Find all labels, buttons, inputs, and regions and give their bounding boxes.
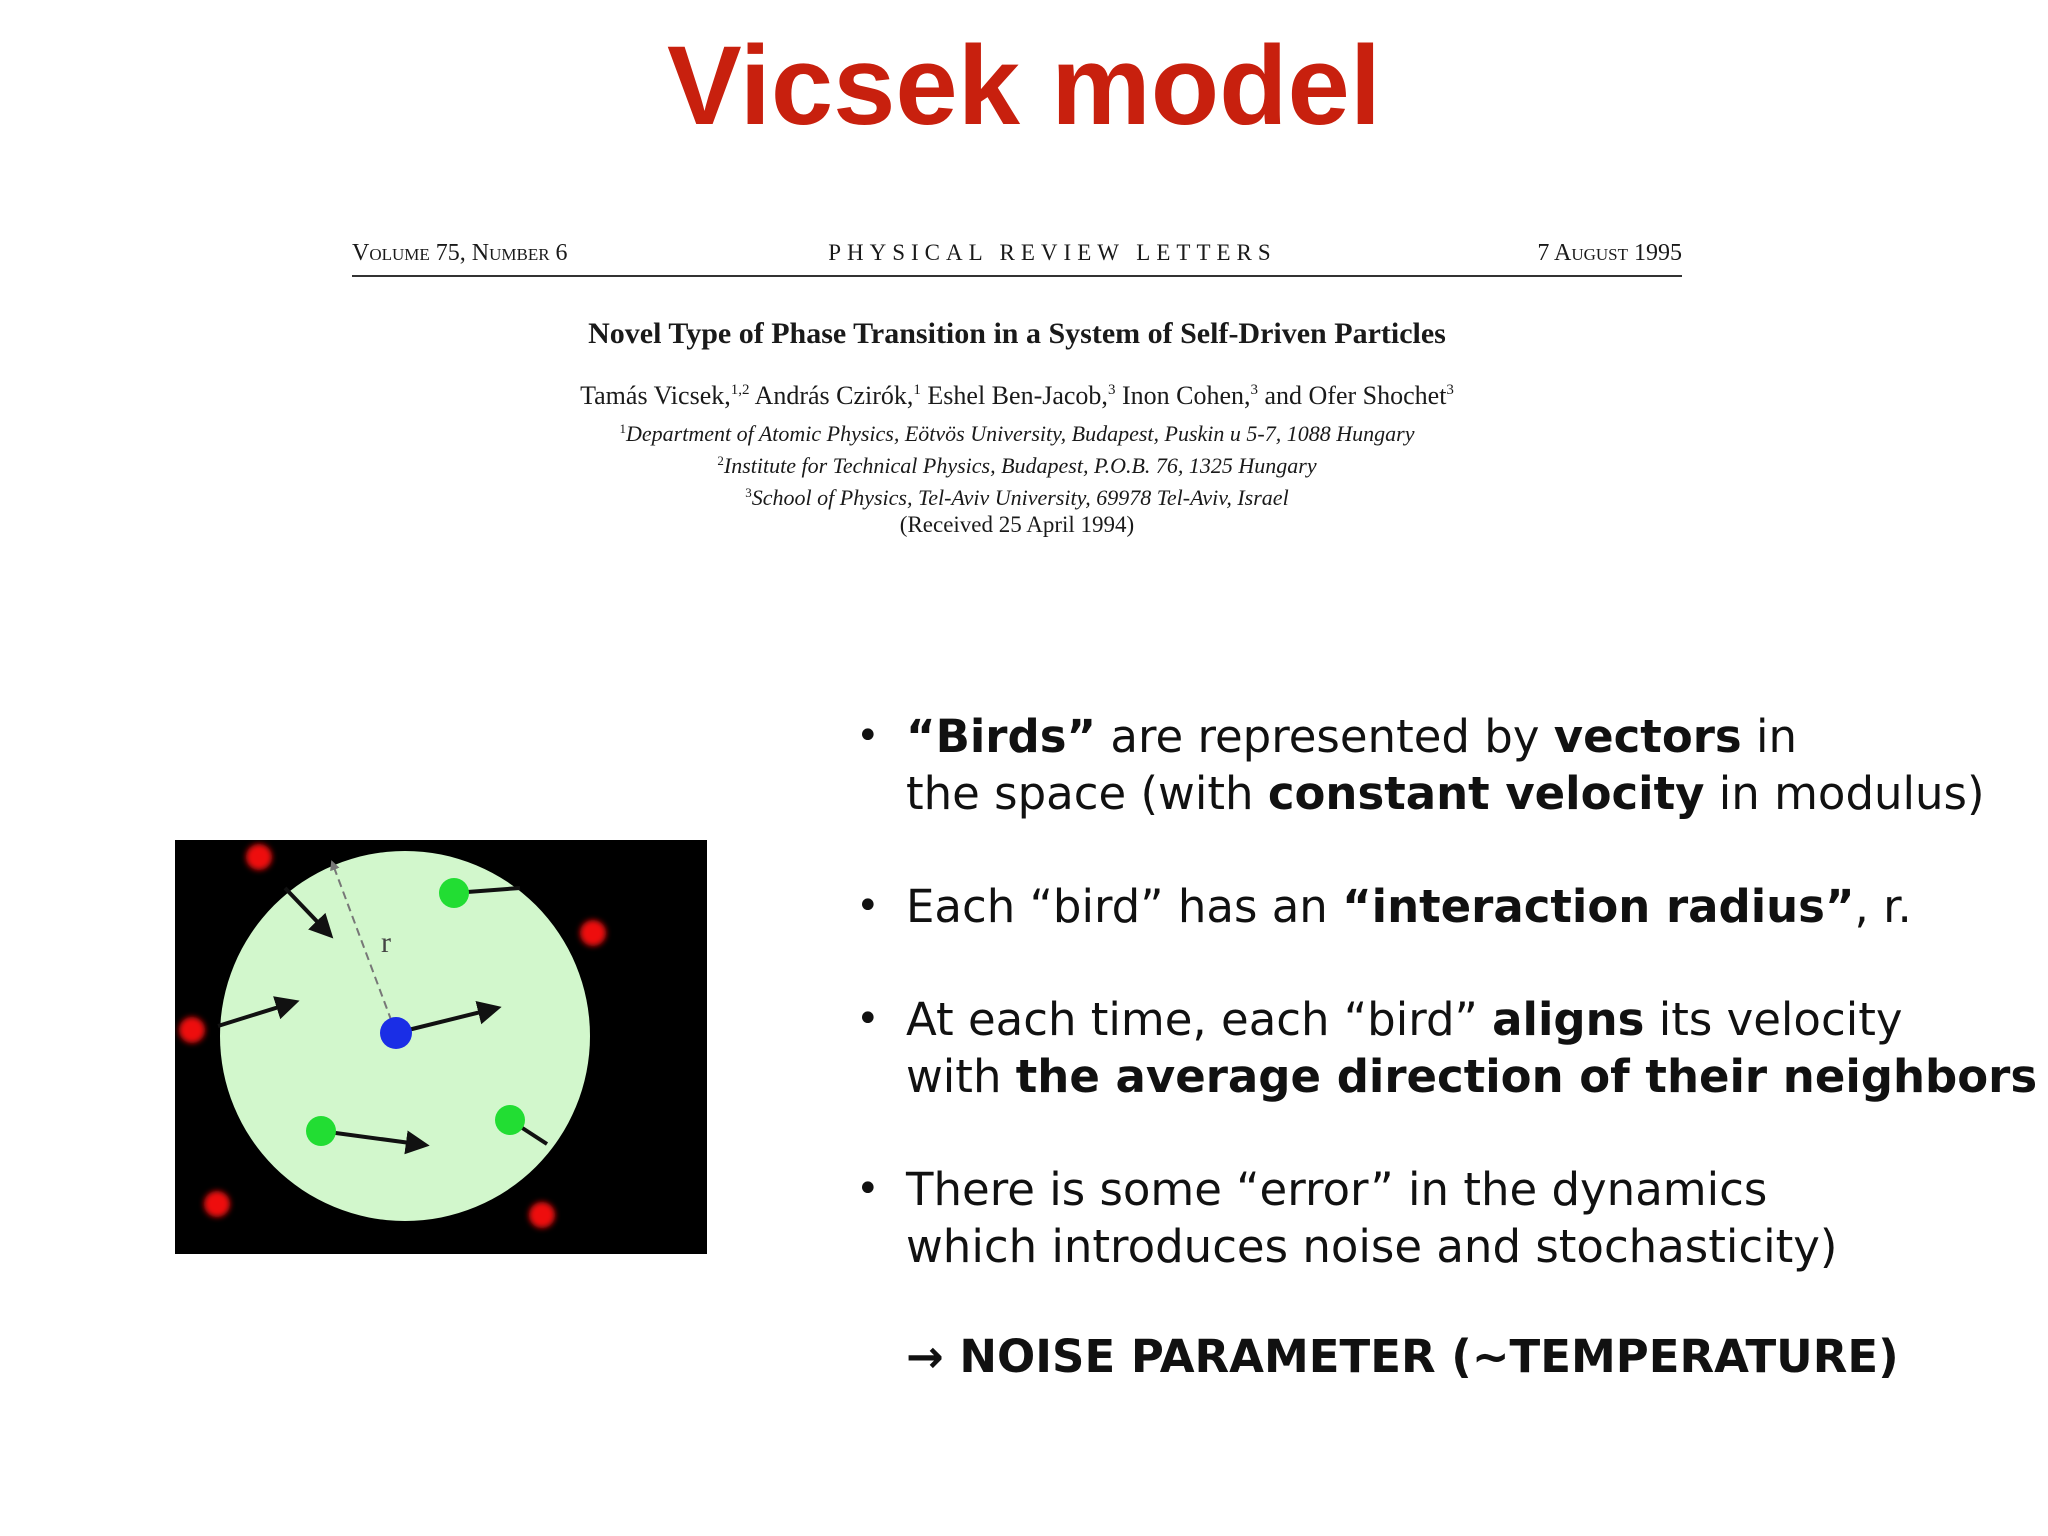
journal-name: PHYSICAL REVIEW LETTERS — [828, 240, 1277, 265]
bullet-text: There is some “error” in the dynamics — [906, 1163, 1768, 1216]
bullet-line — [906, 1218, 2032, 1275]
bullet-emphasis: “interaction radius” — [1342, 880, 1855, 933]
bullet-line — [906, 991, 2032, 1048]
bullet-item — [852, 1161, 2032, 1275]
affiliation-line — [352, 447, 1682, 479]
bullet-line — [906, 1048, 2038, 1105]
author-affiliation-mark: 1,2 — [730, 382, 750, 398]
author-affiliation-mark: 3 — [1250, 382, 1258, 398]
author-name: Tamás Vicsek, — [580, 381, 731, 410]
affiliation-text: Institute for Technical Physics, Budapest, P.O.B. 76, 1325 Hungary — [723, 453, 1317, 478]
bullet-text: , r. — [1854, 880, 1912, 933]
bullet-emphasis: vectors — [1553, 710, 1742, 763]
bullet-item — [852, 991, 2038, 1105]
affiliation-list — [352, 415, 1682, 511]
bullet-text: Each “bird” has an — [906, 880, 1343, 933]
bullet-line — [906, 708, 2032, 765]
paper-title: Novel Type of Phase Transition in a System of Self-Driven Particles — [588, 317, 1446, 350]
affiliation-line — [352, 479, 1682, 511]
bullet-text: in modulus) — [1704, 767, 1985, 820]
author-affiliation-mark: 1 — [913, 382, 921, 398]
bullet-dot-icon: • — [856, 883, 880, 929]
neighbor-particle-green-dot — [439, 878, 469, 908]
paper-header-excerpt — [352, 240, 1682, 538]
affiliation-text: School of Physics, Tel-Aviv University, 69978 Tel-Aviv, Israel — [751, 485, 1289, 510]
journal-header-line — [352, 240, 1682, 277]
focal-particle-blue-dot — [380, 1017, 412, 1049]
radius-label: r — [381, 926, 391, 959]
bullet-item — [852, 878, 2032, 935]
bullet-item — [852, 708, 2032, 822]
bullet-line — [906, 878, 2032, 935]
bullet-text: are represented by — [1096, 710, 1554, 763]
author-list — [352, 381, 1682, 411]
bullet-dot-icon: • — [856, 1166, 880, 1212]
bullet-text: in — [1741, 710, 1798, 763]
bullet-line — [906, 765, 2032, 822]
author-affiliation-mark: 3 — [1107, 382, 1116, 398]
affiliation-mark: 2 — [717, 453, 724, 468]
outside-particle-red-dot — [179, 1017, 205, 1043]
bullet-emphasis: “Birds” — [906, 710, 1097, 763]
author-name: Inon Cohen, — [1121, 381, 1251, 410]
affiliation-text: Department of Atomic Physics, Eötvös University, Budapest, Puskin u 5-7, 1088 Hungary — [626, 421, 1415, 446]
author-name: and Ofer Shochet — [1264, 381, 1447, 410]
bullet-emphasis: constant velocity — [1267, 767, 1705, 820]
outside-particle-red-dot — [580, 920, 606, 946]
received-date: (Received 25 April 1994) — [899, 512, 1135, 537]
affiliation-line — [352, 415, 1682, 447]
bullet-line — [906, 1161, 2032, 1218]
noise-parameter-line: → NOISE PARAMETER (~TEMPERATURE) — [906, 1330, 1899, 1383]
slide-title: Vicsek model — [667, 23, 1381, 148]
bullet-dot-icon: • — [856, 713, 880, 759]
affiliation-mark: 1 — [619, 421, 627, 436]
publication-date: 7 August 1995 — [1537, 240, 1682, 266]
author-name: András Czirók, — [754, 381, 914, 410]
bullet-list — [852, 708, 2038, 1331]
bullet-dot-icon: • — [856, 996, 880, 1042]
bullet-emphasis: the average direction of their neighbors — [1015, 1050, 2038, 1103]
bullet-text: which introduces noise and stochasticity) — [906, 1220, 1838, 1273]
bullet-text: with — [906, 1050, 1016, 1103]
bullet-text: its velocity — [1644, 993, 1903, 1046]
neighbor-particle-green-dot — [495, 1105, 525, 1135]
author-name: Eshel Ben-Jacob, — [927, 381, 1108, 410]
affiliation-mark: 3 — [745, 485, 752, 500]
outside-particle-red-dot — [204, 1191, 230, 1217]
neighbor-particle-green-dot — [306, 1116, 336, 1146]
bullet-emphasis: aligns — [1492, 993, 1645, 1046]
outside-particle-red-dot — [529, 1202, 555, 1228]
volume-number: Volume 75, Number 6 — [352, 240, 568, 266]
vicsek-interaction-diagram — [175, 840, 707, 1254]
bullet-text: At each time, each “bird” — [906, 993, 1493, 1046]
outside-particle-red-dot — [246, 844, 272, 870]
author-affiliation-mark: 3 — [1446, 382, 1454, 398]
bullet-text: the space (with — [906, 767, 1268, 820]
